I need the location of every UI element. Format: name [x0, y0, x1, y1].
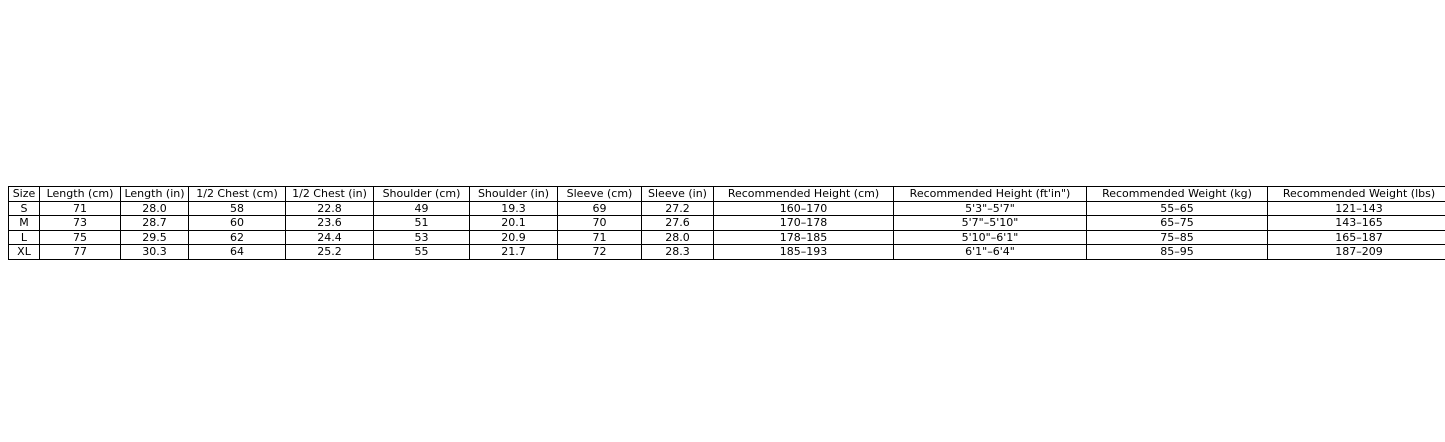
- cell-recommended-height-cm: 160–170: [714, 201, 894, 216]
- cell-recommended-weight-lbs: 143–165: [1268, 216, 1445, 231]
- cell-sleeve-in: 27.6: [642, 216, 714, 231]
- cell-half-chest-in: 25.2: [286, 245, 374, 260]
- cell-sleeve-in: 27.2: [642, 201, 714, 216]
- cell-size: M: [9, 216, 40, 231]
- cell-half-chest-cm: 62: [189, 230, 286, 245]
- table-header: [9, 187, 1445, 202]
- cell-recommended-height-ftin: 5'3"–5'7": [894, 201, 1087, 216]
- size-chart-table: [8, 186, 1445, 260]
- cell-half-chest-in: 23.6: [286, 216, 374, 231]
- cell-half-chest-in: 24.4: [286, 230, 374, 245]
- cell-half-chest-cm: 58: [189, 201, 286, 216]
- table-header-row: [9, 187, 1445, 202]
- cell-length-in: 28.7: [121, 216, 189, 231]
- size-chart-container: [8, 186, 1437, 260]
- cell-shoulder-cm: 53: [374, 230, 470, 245]
- cell-recommended-weight-lbs: 165–187: [1268, 230, 1445, 245]
- cell-length-in: 29.5: [121, 230, 189, 245]
- cell-shoulder-in: 19.3: [470, 201, 558, 216]
- cell-recommended-weight-lbs: 121–143: [1268, 201, 1445, 216]
- cell-sleeve-cm: 72: [558, 245, 642, 260]
- cell-size: XL: [9, 245, 40, 260]
- cell-length-in: 30.3: [121, 245, 189, 260]
- cell-recommended-weight-kg: 75–85: [1087, 230, 1268, 245]
- cell-length-cm: 75: [40, 230, 121, 245]
- column-header-sleeve-in: Sleeve (in): [642, 187, 714, 202]
- cell-sleeve-in: 28.3: [642, 245, 714, 260]
- cell-shoulder-cm: 49: [374, 201, 470, 216]
- cell-recommended-height-cm: 170–178: [714, 216, 894, 231]
- column-header-shoulder-in: Shoulder (in): [470, 187, 558, 202]
- cell-size: S: [9, 201, 40, 216]
- column-header-half-chest-in: 1/2 Chest (in): [286, 187, 374, 202]
- column-header-sleeve-cm: Sleeve (cm): [558, 187, 642, 202]
- column-header-length-in: Length (in): [121, 187, 189, 202]
- cell-shoulder-in: 21.7: [470, 245, 558, 260]
- column-header-size: Size: [9, 187, 40, 202]
- column-header-recommended-weight-lbs: Recommended Weight (lbs): [1268, 187, 1445, 202]
- column-header-recommended-weight-kg: Recommended Weight (kg): [1087, 187, 1268, 202]
- column-header-half-chest-cm: 1/2 Chest (cm): [189, 187, 286, 202]
- cell-half-chest-cm: 64: [189, 245, 286, 260]
- table-row: [9, 245, 1445, 260]
- cell-sleeve-in: 28.0: [642, 230, 714, 245]
- cell-recommended-weight-kg: 85–95: [1087, 245, 1268, 260]
- cell-length-cm: 77: [40, 245, 121, 260]
- cell-length-cm: 73: [40, 216, 121, 231]
- cell-recommended-height-ftin: 5'10"–6'1": [894, 230, 1087, 245]
- column-header-shoulder-cm: Shoulder (cm): [374, 187, 470, 202]
- cell-half-chest-in: 22.8: [286, 201, 374, 216]
- cell-shoulder-cm: 51: [374, 216, 470, 231]
- table-row: [9, 216, 1445, 231]
- table-row: [9, 230, 1445, 245]
- cell-recommended-height-cm: 185–193: [714, 245, 894, 260]
- cell-sleeve-cm: 71: [558, 230, 642, 245]
- cell-recommended-weight-kg: 65–75: [1087, 216, 1268, 231]
- cell-shoulder-in: 20.1: [470, 216, 558, 231]
- cell-recommended-weight-kg: 55–65: [1087, 201, 1268, 216]
- column-header-recommended-height-cm: Recommended Height (cm): [714, 187, 894, 202]
- cell-shoulder-in: 20.9: [470, 230, 558, 245]
- cell-half-chest-cm: 60: [189, 216, 286, 231]
- cell-sleeve-cm: 69: [558, 201, 642, 216]
- cell-recommended-height-cm: 178–185: [714, 230, 894, 245]
- cell-length-cm: 71: [40, 201, 121, 216]
- cell-recommended-weight-lbs: 187–209: [1268, 245, 1445, 260]
- column-header-recommended-height-ftin: Recommended Height (ft'in"): [894, 187, 1087, 202]
- table-row: [9, 201, 1445, 216]
- cell-recommended-height-ftin: 5'7"–5'10": [894, 216, 1087, 231]
- cell-size: L: [9, 230, 40, 245]
- table-body: [9, 201, 1445, 259]
- cell-length-in: 28.0: [121, 201, 189, 216]
- cell-sleeve-cm: 70: [558, 216, 642, 231]
- column-header-length-cm: Length (cm): [40, 187, 121, 202]
- cell-shoulder-cm: 55: [374, 245, 470, 260]
- cell-recommended-height-ftin: 6'1"–6'4": [894, 245, 1087, 260]
